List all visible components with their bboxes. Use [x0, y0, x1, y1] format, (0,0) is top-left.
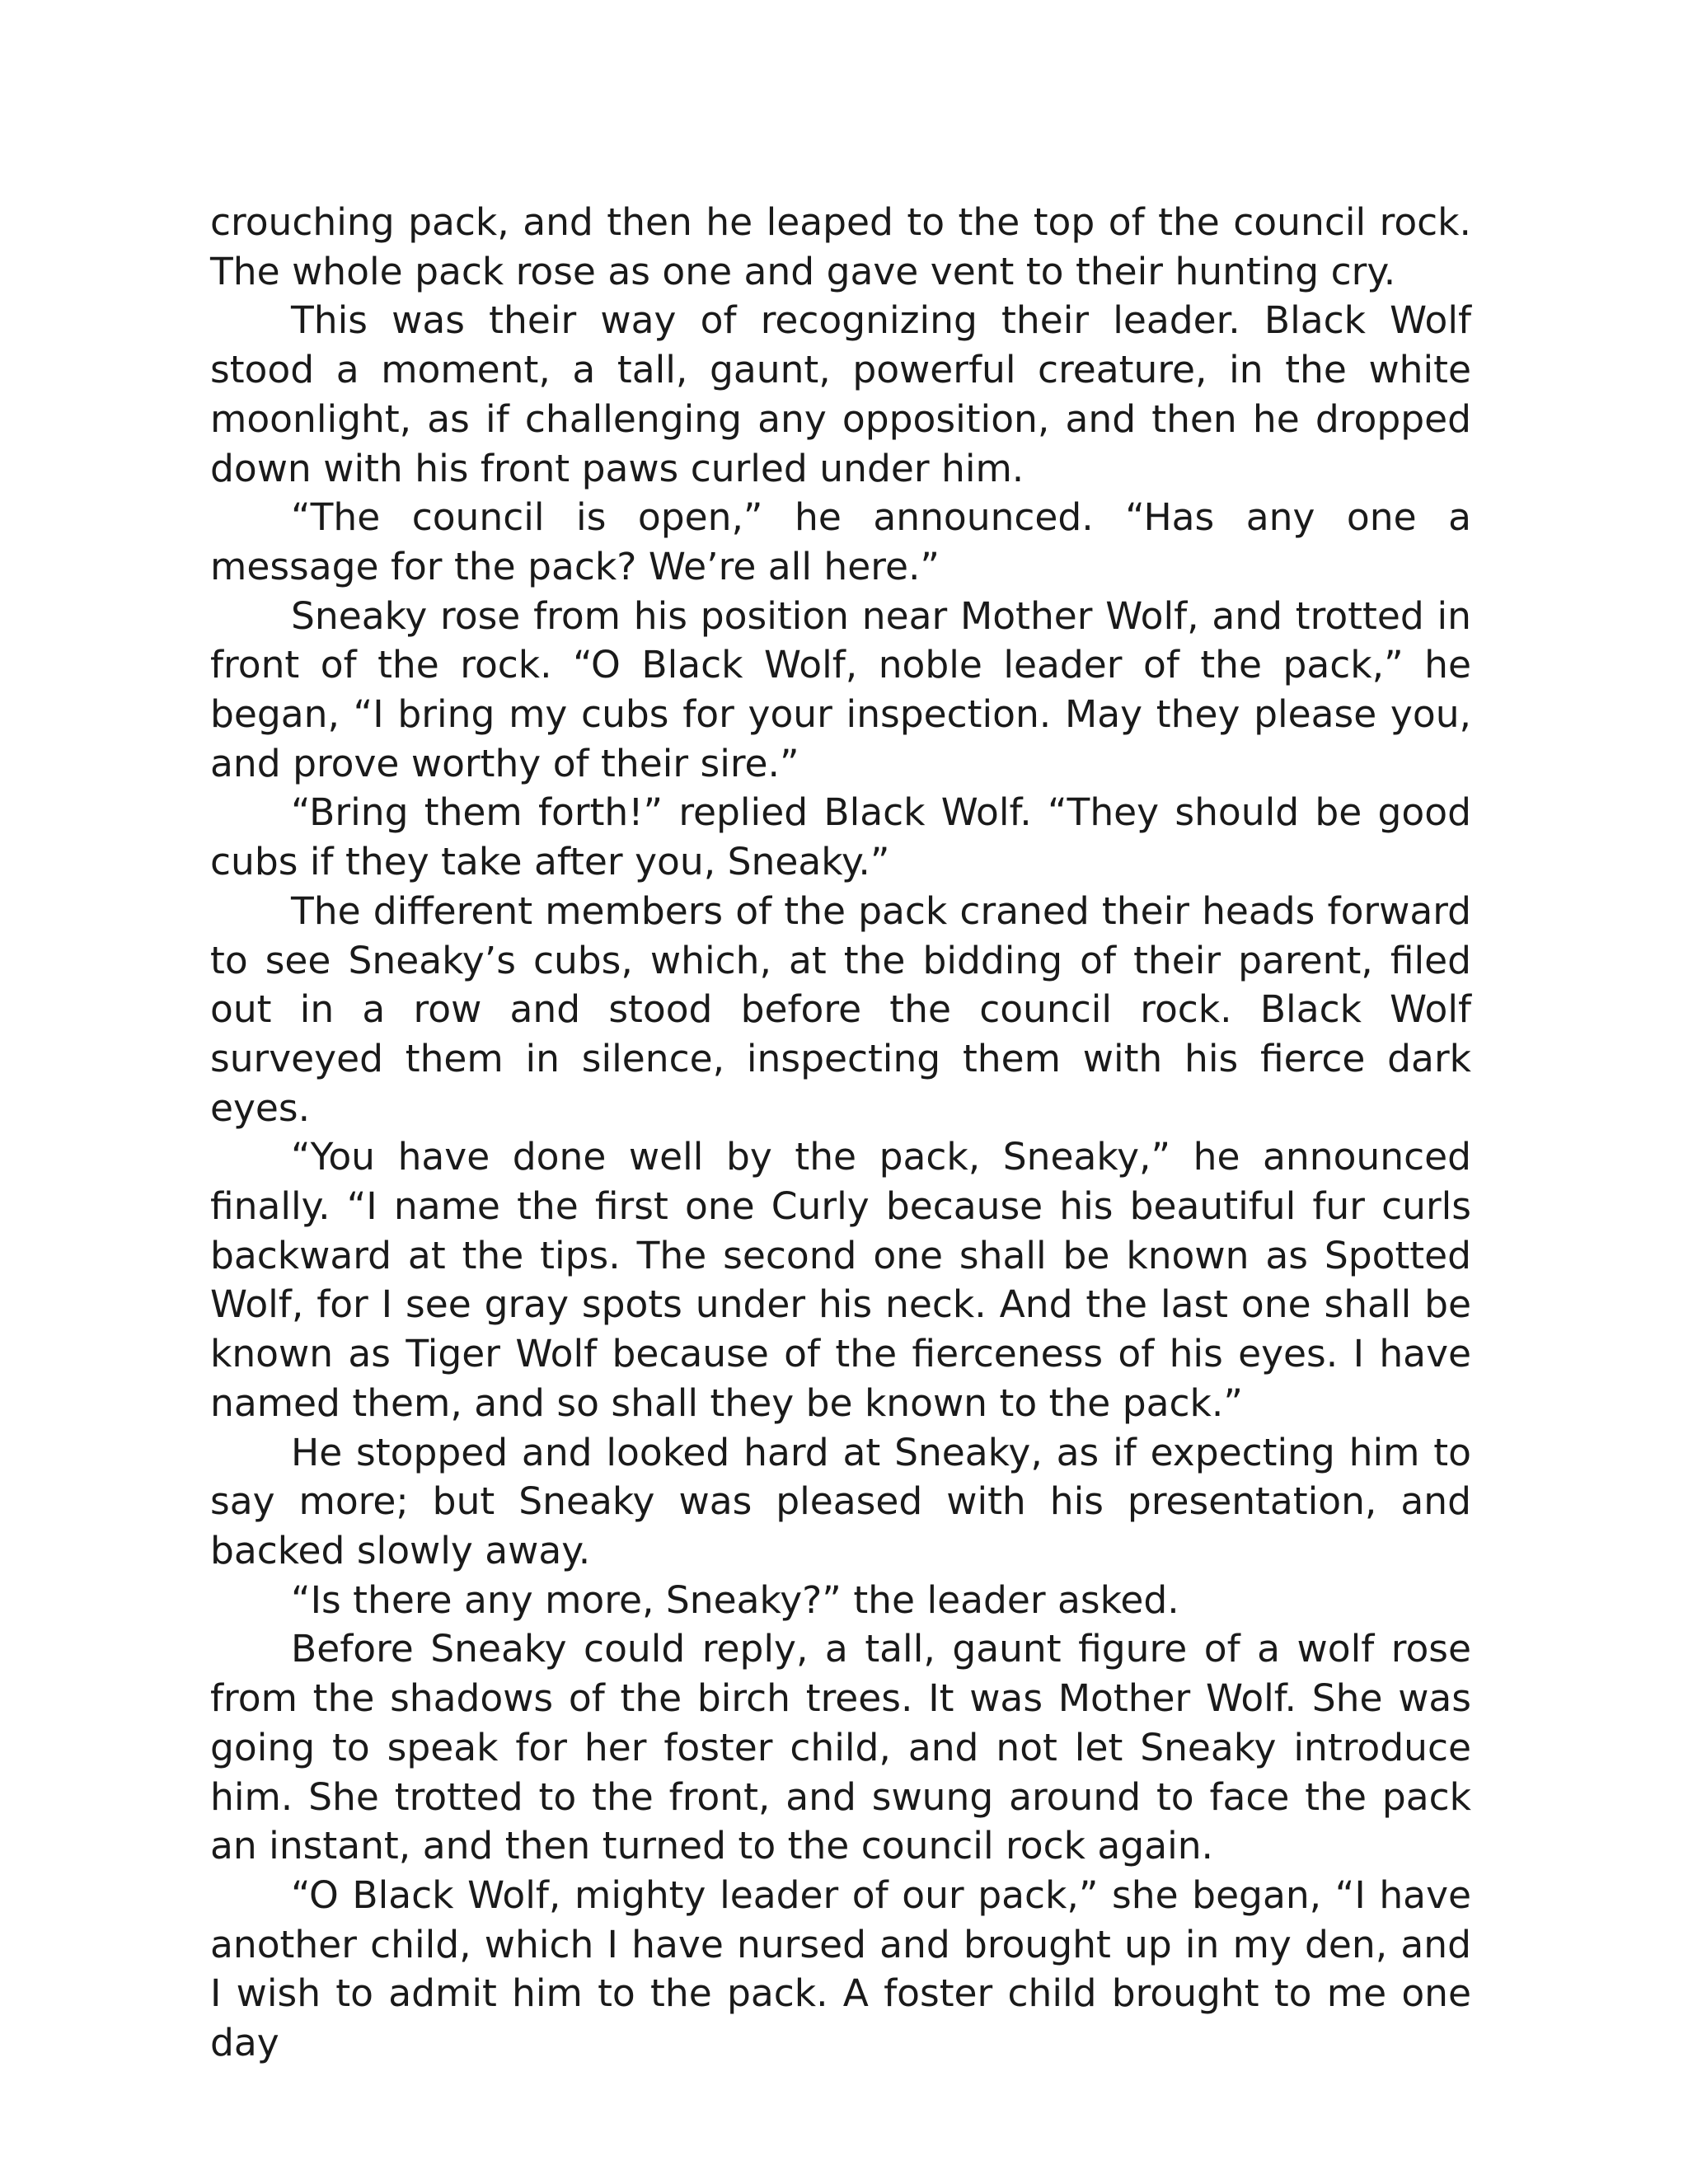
paragraph: crouching pack, and then he leaped to the top of the council rock. The whole pack rose as one and gave vent to their hunting cry. [210, 200, 1471, 293]
paragraph: Sneaky rose from his position near Mother Wolf, and trotted in front of the rock. “O Black Wolf, noble leader of the pack,” he began, “I bring my cubs for your inspection. May they please you, and prove worthy of their sire.” [210, 593, 1471, 785]
paragraph: “Is there any more, Sneaky?” the leader asked. [291, 1577, 1179, 1622]
paragraph: “O Black Wolf, mighty leader of our pack,” she began, “I have another child, which I have nursed and brought up in my den, and I wish to admit him to the pack. A foster child brought to me one day [210, 1872, 1471, 2065]
paragraph: “You have done well by the pack, Sneaky,” he announced finally. “I name the first one Curly because his beautiful fur curls backward at the tips. The second one shall be known as Spotted Wolf, for I see gray spots under his neck. And the last one shall be known as Tiger Wolf because of the fierceness of his eyes. I have named them, and so shall they be known to the pack.” [210, 1135, 1471, 1425]
body-text [210, 198, 1471, 2068]
paragraph: “Bring them forth!” replied Black Wolf. “They should be good cubs if they take after you, Sneaky.” [210, 790, 1471, 884]
paragraph: Before Sneaky could reply, a tall, gaunt figure of a wolf rose from the shadows of the birch trees. It was Mother Wolf. She was going to speak for her foster child, and not let Sneaky introduce him. She trotted to the front, and swung around to face the pack an instant, and then turned to the council rock again. [210, 1627, 1471, 1868]
paragraph: He stopped and looked hard at Sneaky, as if expecting him to say more; but Sneaky was pleased with his presentation, and backed slowly away. [210, 1430, 1471, 1572]
paragraph: This was their way of recognizing their leader. Black Wolf stood a moment, a tall, gaunt, powerful creature, in the white moonlight, as if challenging any opposition, and then he dropped down with his front paws curled under him. [210, 298, 1471, 490]
paragraph: The different members of the pack craned their heads forward to see Sneaky’s cubs, which, at the bidding of their parent, filed out in a row and stood before the council rock. Black Wolf surveyed them in silence, inspecting them with his fierce dark eyes. [210, 888, 1471, 1130]
paragraph: “The council is open,” he announced. “Has any one a message for the pack? We’re all here.” [210, 495, 1471, 588]
